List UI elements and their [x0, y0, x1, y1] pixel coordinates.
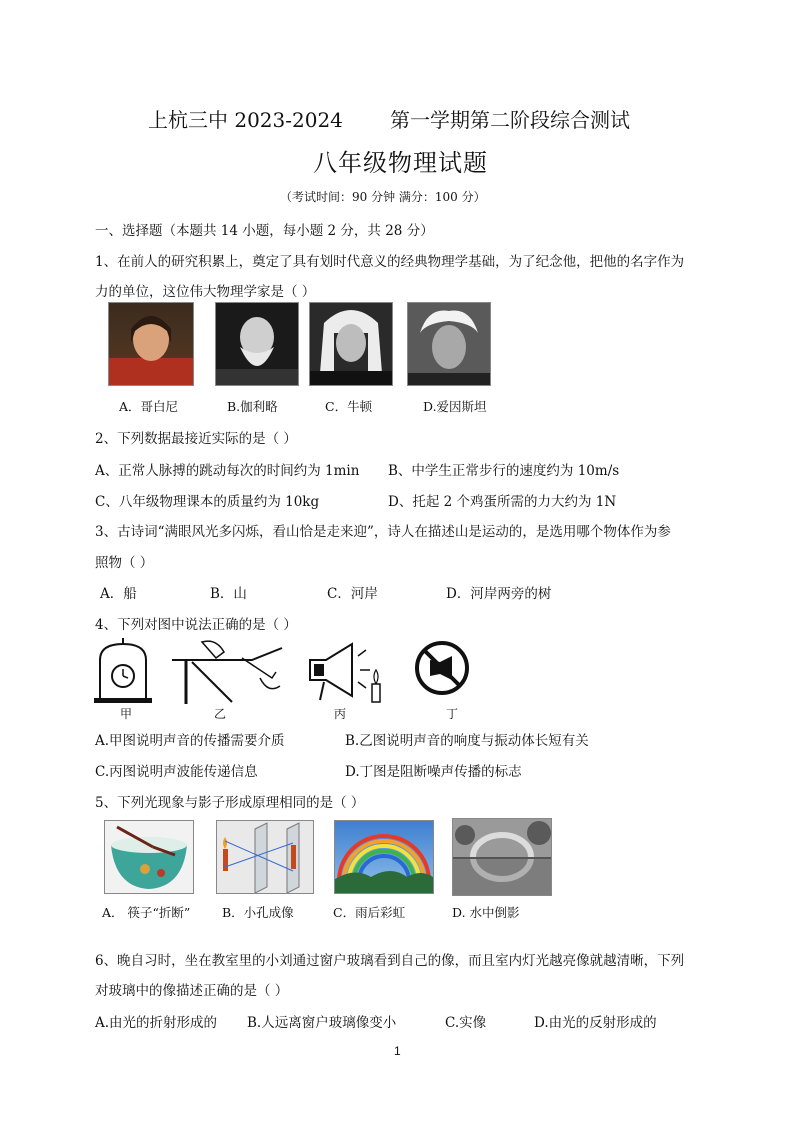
ruler-on-table-figure: [172, 638, 284, 704]
q3-option-c: C．河岸: [327, 586, 378, 602]
school-line: 上杭三中 2023-2024: [148, 108, 343, 132]
water-reflection-image: [452, 818, 552, 896]
copernicus-portrait-image: [108, 302, 194, 386]
term-line: 第一学期第二阶段综合测试: [390, 108, 630, 132]
q5-option-c: C．雨后彩虹: [333, 905, 406, 920]
q2-option-a: A、正常人脉搏的跳动每次的时间约为 1min: [95, 463, 360, 479]
figure-label-bing: 丙: [334, 707, 347, 721]
q2-option-c: C、八年级物理课本的质量约为 10kg: [95, 494, 320, 510]
loudspeaker-candle-figure: [306, 638, 386, 704]
q3-option-a: A．船: [100, 586, 137, 602]
q4-stem: 4、下列对图中说法正确的是（ ）: [95, 617, 297, 633]
figure-label-yi: 乙: [214, 707, 227, 721]
q6-option-a: A.由光的折射形成的: [95, 1015, 218, 1031]
galileo-portrait-image: [215, 302, 299, 386]
q2-option-b: B、中学生正常步行的速度约为 10m/s: [388, 463, 620, 479]
q3-stem-line1: 3、古诗词“满眼风光多闪烁，看山恰是走来迎”，诗人在描述山是运动的，是选用哪个物体作为参: [95, 524, 671, 540]
bell-jar-figure: [92, 638, 154, 704]
exam-info: （考试时间：90 分钟 满分：100 分）: [280, 190, 486, 204]
figure-label-jia: 甲: [120, 707, 133, 721]
q4-option-c: C.丙图说明声波能传递信息: [95, 764, 258, 780]
page-title: 八年级物理试题: [313, 149, 488, 177]
q5-option-d: D. 水中倒影: [452, 905, 520, 920]
q4-option-b: B.乙图说明声音的响度与振动体长短有关: [345, 733, 589, 749]
q1-stem-line2: 力的单位，这位伟大物理学家是（ ）: [95, 284, 316, 300]
q1-option-b: B.伽利略: [227, 399, 278, 414]
section-heading: 一、选择题（本题共 14 小题，每小题 2 分，共 28 分）: [95, 223, 434, 239]
q5-stem: 5、下列光现象与影子形成原理相同的是（ ）: [95, 795, 365, 811]
q1-stem-line1: 1、在前人的研究积累上，奠定了具有划时代意义的经典物理学基础，为了纪念他，把他的名字作为: [95, 254, 685, 270]
q1-option-d: D.爱因斯坦: [423, 399, 487, 414]
q6-option-b: B.人远离窗户玻璃像变小: [247, 1015, 397, 1031]
q1-option-c: C．牛顿: [325, 399, 373, 414]
q6-stem-line2: 对玻璃中的像描述正确的是（ ）: [95, 983, 289, 999]
q1-option-a: A．哥白尼: [119, 399, 179, 414]
q6-option-c: C.实像: [445, 1015, 487, 1031]
q6-option-d: D.由光的反射形成的: [534, 1015, 657, 1031]
page-number: 1: [394, 1044, 401, 1058]
einstein-portrait-image: [407, 302, 491, 386]
q4-option-a: A.甲图说明声音的传播需要介质: [95, 733, 285, 749]
q2-option-d: D、托起 2 个鸡蛋所需的力大约为 1N: [388, 494, 617, 510]
q4-option-d: D.丁图是阻断噪声传播的标志: [345, 764, 522, 780]
q5-option-a: A． 筷子“折断”: [102, 905, 191, 920]
q3-stem-line2: 照物（ ）: [95, 555, 154, 571]
q2-stem: 2、下列数据最接近实际的是（ ）: [95, 431, 297, 447]
no-horn-sign-icon: [414, 640, 470, 696]
q3-option-b: B．山: [210, 586, 247, 602]
newton-portrait-image: [309, 302, 393, 386]
q3-option-d: D．河岸两旁的树: [446, 586, 552, 602]
q6-stem-line1: 6、晚自习时，坐在教室里的小刘通过窗户玻璃看到自己的像，而且室内灯光越亮像就越清晰，下列: [95, 953, 685, 969]
rainbow-image: [334, 820, 434, 894]
pinhole-imaging-image: [216, 820, 314, 894]
figure-label-ding: 丁: [446, 707, 459, 721]
chopsticks-bowl-image: [104, 820, 194, 894]
q5-option-b: B．小孔成像: [222, 905, 294, 920]
